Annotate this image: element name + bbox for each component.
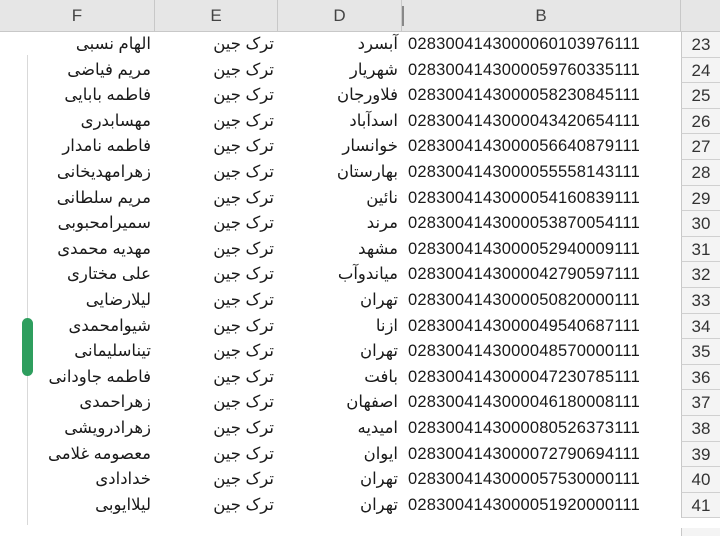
cell-product[interactable]: ترک جین [213, 342, 274, 361]
cell-city[interactable]: تهران [359, 342, 398, 361]
cell-code[interactable]: 0283004143000060103976111 [408, 35, 640, 53]
table-row [0, 467, 720, 493]
table-row [0, 109, 720, 135]
cell-name[interactable]: مریم سلطانی [56, 188, 151, 207]
cell-city[interactable]: مشهد [358, 239, 398, 258]
row-number[interactable]: 33 [681, 288, 720, 314]
cell-product[interactable]: ترک جین [213, 214, 274, 233]
cell-product[interactable]: ترک جین [213, 470, 274, 489]
cell-name[interactable]: زهرادرویشی [64, 418, 151, 437]
cell-code[interactable]: 0283004143000055558143111 [408, 162, 640, 181]
cell-name[interactable]: تیناسلیمانی [74, 342, 151, 361]
cell-name[interactable]: مهسابدری [80, 111, 151, 130]
cell-code[interactable]: 0283004143000056640879111 [408, 137, 640, 156]
cell-city[interactable]: تهران [359, 470, 398, 489]
cell-code[interactable]: 0283004143000054160839111 [408, 188, 640, 207]
cell-code[interactable]: 0283004143000051920000111 [408, 495, 640, 514]
column-resize-handle[interactable] [402, 6, 404, 26]
column-header-b[interactable]: B [402, 0, 681, 32]
table-row [0, 32, 720, 58]
cell-name[interactable]: زهراحمدی [79, 393, 151, 412]
cell-product[interactable]: ترک جین [213, 239, 274, 258]
cell-city[interactable]: میاندوآب [337, 265, 398, 284]
row-number[interactable]: 37 [681, 390, 720, 416]
row-number[interactable]: 27 [681, 134, 720, 160]
row-number[interactable]: 30 [681, 211, 720, 237]
cell-city[interactable]: ازنا [375, 316, 398, 335]
cell-code[interactable]: 0283004143000050820000111 [408, 290, 640, 309]
cell-name[interactable]: شیوامحمدی [68, 316, 151, 335]
row-number[interactable]: 39 [681, 442, 720, 468]
table-row [0, 442, 720, 468]
cell-name[interactable]: الهام نسبی [75, 35, 151, 53]
cell-code[interactable]: 0283004143000046180008111 [408, 393, 640, 412]
cell-city[interactable]: تهران [359, 290, 398, 309]
cell-product[interactable]: ترک جین [213, 111, 274, 130]
cell-product[interactable]: ترک جین [213, 265, 274, 284]
cell-name[interactable]: سمیرامحبوبی [57, 214, 151, 233]
row-number[interactable]: 25 [681, 83, 720, 109]
column-header-d[interactable]: D [278, 0, 402, 32]
table-row [0, 237, 720, 263]
cell-product[interactable]: ترک جین [213, 444, 274, 463]
cell-code[interactable]: 0283004143000057530000111 [408, 470, 640, 489]
cell-name[interactable]: مهدیه محمدی [57, 239, 151, 258]
row-number[interactable]: 36 [681, 365, 720, 391]
cell-code[interactable]: 0283004143000072790694111 [408, 444, 640, 463]
cell-name[interactable]: معصومه غلامی [48, 444, 151, 463]
cell-city[interactable]: شهریار [349, 60, 398, 79]
table-row [0, 390, 720, 416]
cell-city[interactable]: نائین [366, 188, 398, 207]
row-number[interactable]: 31 [681, 237, 720, 263]
cell-city[interactable]: بهارستان [336, 162, 398, 181]
scrollbar-thumb[interactable] [22, 318, 33, 376]
cell-city[interactable]: آبسرد [357, 35, 398, 53]
cell-product[interactable]: ترک جین [213, 316, 274, 335]
table-row [0, 211, 720, 237]
cell-product[interactable]: ترک جین [213, 495, 274, 514]
cell-product[interactable]: ترک جین [213, 162, 274, 181]
table-row [0, 493, 720, 519]
table-row [0, 58, 720, 84]
cell-product[interactable]: ترک جین [213, 35, 274, 53]
row-number[interactable]: 26 [681, 109, 720, 135]
column-header-f[interactable]: F [0, 0, 155, 32]
cell-code[interactable]: 0283004143000052940009111 [408, 239, 640, 258]
cell-product[interactable]: ترک جین [213, 188, 274, 207]
table-row [0, 83, 720, 109]
row-number[interactable]: 40 [681, 467, 720, 493]
cell-product[interactable]: ترک جین [213, 137, 274, 156]
cell-name[interactable]: لیلارضایی [85, 290, 151, 309]
cell-name[interactable]: فاطمه بابایی [64, 86, 151, 105]
column-header-e[interactable]: E [155, 0, 278, 32]
cell-name[interactable]: زهرامهدیخانی [56, 162, 151, 181]
table-row [0, 365, 720, 391]
row-number[interactable]: 38 [681, 416, 720, 442]
row-number[interactable]: 41 [681, 493, 720, 519]
cell-code[interactable]: 0283004143000048570000111 [408, 342, 640, 361]
cell-city[interactable]: اسدآباد [349, 111, 398, 130]
cell-code[interactable]: 0283004143000058230845111 [408, 86, 640, 105]
cell-product[interactable]: ترک جین [213, 60, 274, 79]
cell-product[interactable]: ترک جین [213, 393, 274, 412]
cell-product[interactable]: ترک جین [213, 418, 274, 437]
table-row [0, 288, 720, 314]
scrollbar-track [27, 55, 28, 525]
row-number[interactable]: 34 [681, 314, 720, 340]
cell-name[interactable]: خدادادی [95, 470, 151, 489]
row-number[interactable]: 35 [681, 339, 720, 365]
cell-code[interactable]: 0283004143000080526373111 [408, 418, 640, 437]
cell-product[interactable]: ترک جین [213, 86, 274, 105]
cell-city[interactable]: امیدیه [357, 418, 398, 437]
corner-header [681, 0, 720, 32]
cell-city[interactable]: مرند [366, 214, 398, 233]
row-number[interactable]: 28 [681, 160, 720, 186]
row-number[interactable]: 29 [681, 186, 720, 212]
cell-city[interactable]: تهران [359, 495, 398, 514]
cell-code[interactable]: 0283004143000053870054111 [408, 214, 640, 233]
row-number-partial [681, 528, 720, 536]
table-row [0, 339, 720, 365]
table-row [0, 186, 720, 212]
cell-city[interactable]: اصفهان [346, 393, 398, 412]
cell-city[interactable]: بافت [364, 367, 398, 386]
cell-name[interactable]: علی مختاری [66, 265, 151, 284]
row-list [0, 32, 720, 518]
table-row [0, 160, 720, 186]
cell-product[interactable]: ترک جین [213, 290, 274, 309]
cell-name[interactable]: فاطمه جاودانی [48, 367, 151, 386]
table-row [0, 416, 720, 442]
cell-code[interactable]: 0283004143000047230785111 [408, 367, 640, 386]
row-number[interactable]: 32 [681, 262, 720, 288]
cell-product[interactable]: ترک جین [213, 367, 274, 386]
table-row [0, 314, 720, 340]
cell-name[interactable]: مریم فیاضی [67, 60, 151, 79]
row-number[interactable]: 23 [681, 32, 720, 58]
cell-city[interactable]: فلاورجان [336, 86, 398, 105]
cell-name[interactable]: لیلاایوبی [95, 495, 151, 514]
cell-code[interactable]: 0283004143000043420654111 [408, 111, 640, 130]
cell-name[interactable]: فاطمه نامدار [62, 137, 151, 156]
cell-code[interactable]: 0283004143000042790597111 [408, 265, 640, 284]
cell-city[interactable]: خوانسار [342, 137, 398, 156]
cell-code[interactable]: 0283004143000059760335111 [408, 60, 640, 79]
table-row [0, 262, 720, 288]
cell-city[interactable]: ایوان [363, 444, 398, 463]
cell-code[interactable]: 0283004143000049540687111 [408, 316, 640, 335]
table-row [0, 134, 720, 160]
row-number[interactable]: 24 [681, 58, 720, 84]
